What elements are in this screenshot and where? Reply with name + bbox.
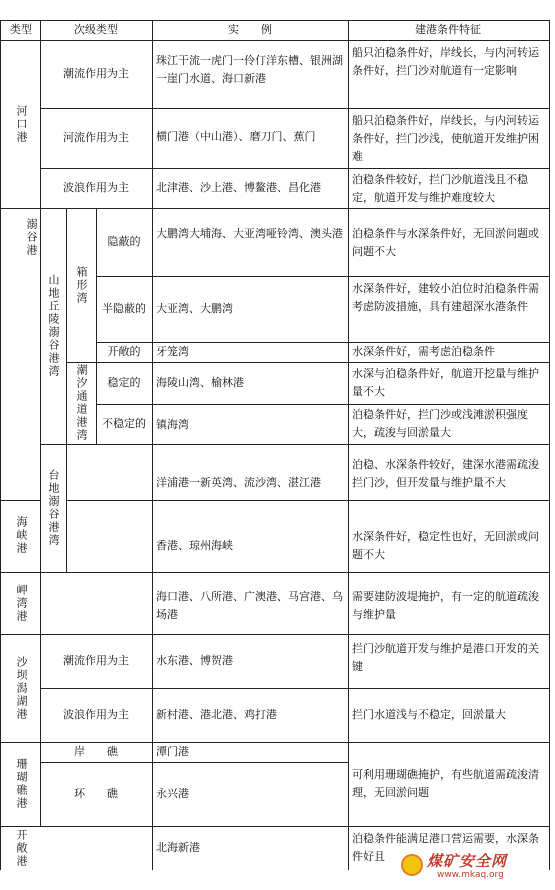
row-9-example: 洋浦港一新英湾、流沙湾、湛江港: [156, 476, 321, 489]
row-4-conditions: 泊稳条件与水深条件好，无回淤问题或问题不大: [352, 227, 539, 258]
group-shanhu: 珊瑚礁港: [15, 758, 28, 810]
table-hline: [96, 342, 550, 343]
subgroup-chaoxi: 潮汐通道港湾: [75, 364, 88, 442]
row-14-example: 潭门港: [156, 745, 189, 758]
row-7-subtype: 稳定的: [107, 376, 141, 389]
row-3-conditions: 泊稳条件较好，拦门沙航道浅且不稳定，航道开发与维护难度较大: [352, 173, 528, 204]
table-hline: [0, 40, 550, 41]
row-8-subtype: 不稳定的: [102, 417, 146, 430]
header-example: 实 例: [228, 23, 272, 36]
group-hekou: 河口港: [15, 104, 28, 144]
watermark-emblem-icon: [401, 854, 423, 876]
table-hline: [40, 444, 550, 445]
row-12-example: 水东港、博贺港: [156, 654, 233, 667]
watermark-title: 煤矿安全网: [427, 852, 508, 870]
row-11-conditions: 需要建防波堤掩护，有一定的航道疏浚与维护量: [352, 590, 539, 621]
table-vline: [40, 20, 41, 826]
watermark-logo: [397, 850, 547, 884]
row-4-example: 大鹏湾大埔海、大亚湾哑铃湾、澳头港: [156, 227, 343, 240]
table-hline: [0, 572, 550, 573]
row-6-example: 牙笼湾: [156, 345, 189, 358]
row-4-subtype: 隐蔽的: [107, 235, 141, 248]
row-16-example: 北海新港: [156, 841, 200, 854]
table-hline: [66, 362, 550, 363]
row-12-conditions: 拦门沙航道开发与维护是港口开发的关键: [352, 642, 539, 673]
row-6-subtype: 开敞的: [107, 345, 141, 358]
row-6-conditions: 水深条件好，需考虑泊稳条件: [352, 345, 495, 358]
row-12-subtype: 潮流作用为主: [63, 654, 129, 667]
group-shaba: 沙坝潟湖港: [15, 655, 28, 721]
table-vline: [96, 208, 97, 444]
table-hline: [96, 404, 550, 405]
row-7-example: 海陵山湾、榆林港: [156, 376, 244, 389]
header-conditions: 建港条件特征: [415, 23, 481, 36]
row-8-example: 镇海湾: [156, 418, 189, 431]
row-13-example: 新村港、港北港、鸡打港: [156, 708, 277, 721]
table-hline: [0, 742, 550, 743]
row-14-subtype: 岸 礁: [74, 745, 118, 758]
row-15-example: 永兴港: [156, 787, 189, 800]
group-kaichang: 开敞港: [15, 828, 28, 868]
row-5-example: 大亚湾、大鹏湾: [156, 302, 233, 315]
row-10-example: 香港、琼州海峡: [156, 539, 233, 552]
row-2-subtype: 河流作用为主: [63, 131, 129, 144]
row-1-subtype: 潮流作用为主: [63, 67, 129, 80]
row-5-conditions: 水深条件好，建较小泊位时泊稳条件需考虑防波措施，具有建超深水港条件: [352, 282, 539, 313]
watermark-url: www.mkaq.org: [437, 870, 504, 880]
table-hline: [0, 500, 41, 501]
table-hline: [66, 500, 550, 501]
table-hline: [0, 826, 550, 827]
table-hline: [96, 276, 550, 277]
row-13-conditions: 拦门水道浅与不稳定，回淤量大: [352, 708, 506, 721]
table-hline: [0, 208, 550, 209]
subgroup-xiangxing: 箱形湾: [75, 265, 88, 305]
table-hline: [0, 20, 550, 21]
row-1-conditions: 船只泊稳条件好，岸线长，与内河转运条件好，拦门沙对航道有一定影响: [352, 46, 539, 77]
row-3-example: 北津港、沙上港、博鳌港、昌化港: [156, 181, 321, 194]
row-13-subtype: 波浪作用为主: [63, 708, 129, 721]
subgroup-taidi: 台地溺谷港湾: [47, 469, 60, 547]
table-vline: [152, 20, 153, 870]
row-15-subtype: 环 礁: [74, 787, 118, 800]
row-16-conditions: 泊稳条件能满足港口营运需要，水深条件好且: [352, 832, 539, 863]
row-8-conditions: 泊稳条件好，拦门沙或浅滩淤积强度大，疏浚与回淤量大: [352, 408, 528, 439]
header-subtype: 次级类型: [74, 23, 118, 36]
row-2-conditions: 船只泊稳条件好，岸线长，与内河转运条件好，拦门沙浅，使航道开发维护困难: [352, 114, 539, 163]
table-vline: [0, 20, 1, 870]
row-9-conditions: 泊稳、水深条件较好，建深水港需疏浚拦门沙，但开发量与维护量不大: [352, 458, 539, 489]
subgroup-shandi: 山地丘陵溺谷港湾: [47, 274, 60, 378]
table-hline: [40, 688, 550, 689]
row-15-conditions: 可利用珊瑚礁掩护，有些航道需疏浚清理，无回淤问题: [352, 768, 539, 799]
row-3-subtype: 波浪作用为主: [63, 181, 129, 194]
row-10-conditions: 水深条件好，稳定性也好，无回淤或问题不大: [352, 530, 539, 561]
row-5-subtype: 半隐蔽的: [102, 302, 146, 315]
header-type: 类型: [10, 23, 32, 36]
row-2-example: 横门港（中山港）、磨刀门、蕉门: [156, 130, 316, 143]
table-hline: [0, 634, 550, 635]
group-jiawan: 岬湾港: [15, 583, 28, 623]
table-hline: [40, 168, 550, 169]
row-7-conditions: 水深与泊稳条件好，航道开挖量与维护量不大: [352, 367, 539, 398]
row-11-example: 海口港、八所港、广澳港、马宫港、乌场港: [156, 590, 343, 621]
table-vline: [348, 20, 349, 870]
row-1-example: 珠江干流一虎门一伶仃洋东槽、银洲湖一崖门水道、海口新港: [156, 54, 343, 85]
table-hline: [40, 108, 550, 109]
table-vline: [549, 20, 550, 870]
group-haixia: 海峡港: [15, 515, 28, 555]
group-xiegu: 溺谷港: [25, 218, 38, 257]
table-vline: [66, 208, 67, 572]
table-hline: [40, 762, 349, 763]
